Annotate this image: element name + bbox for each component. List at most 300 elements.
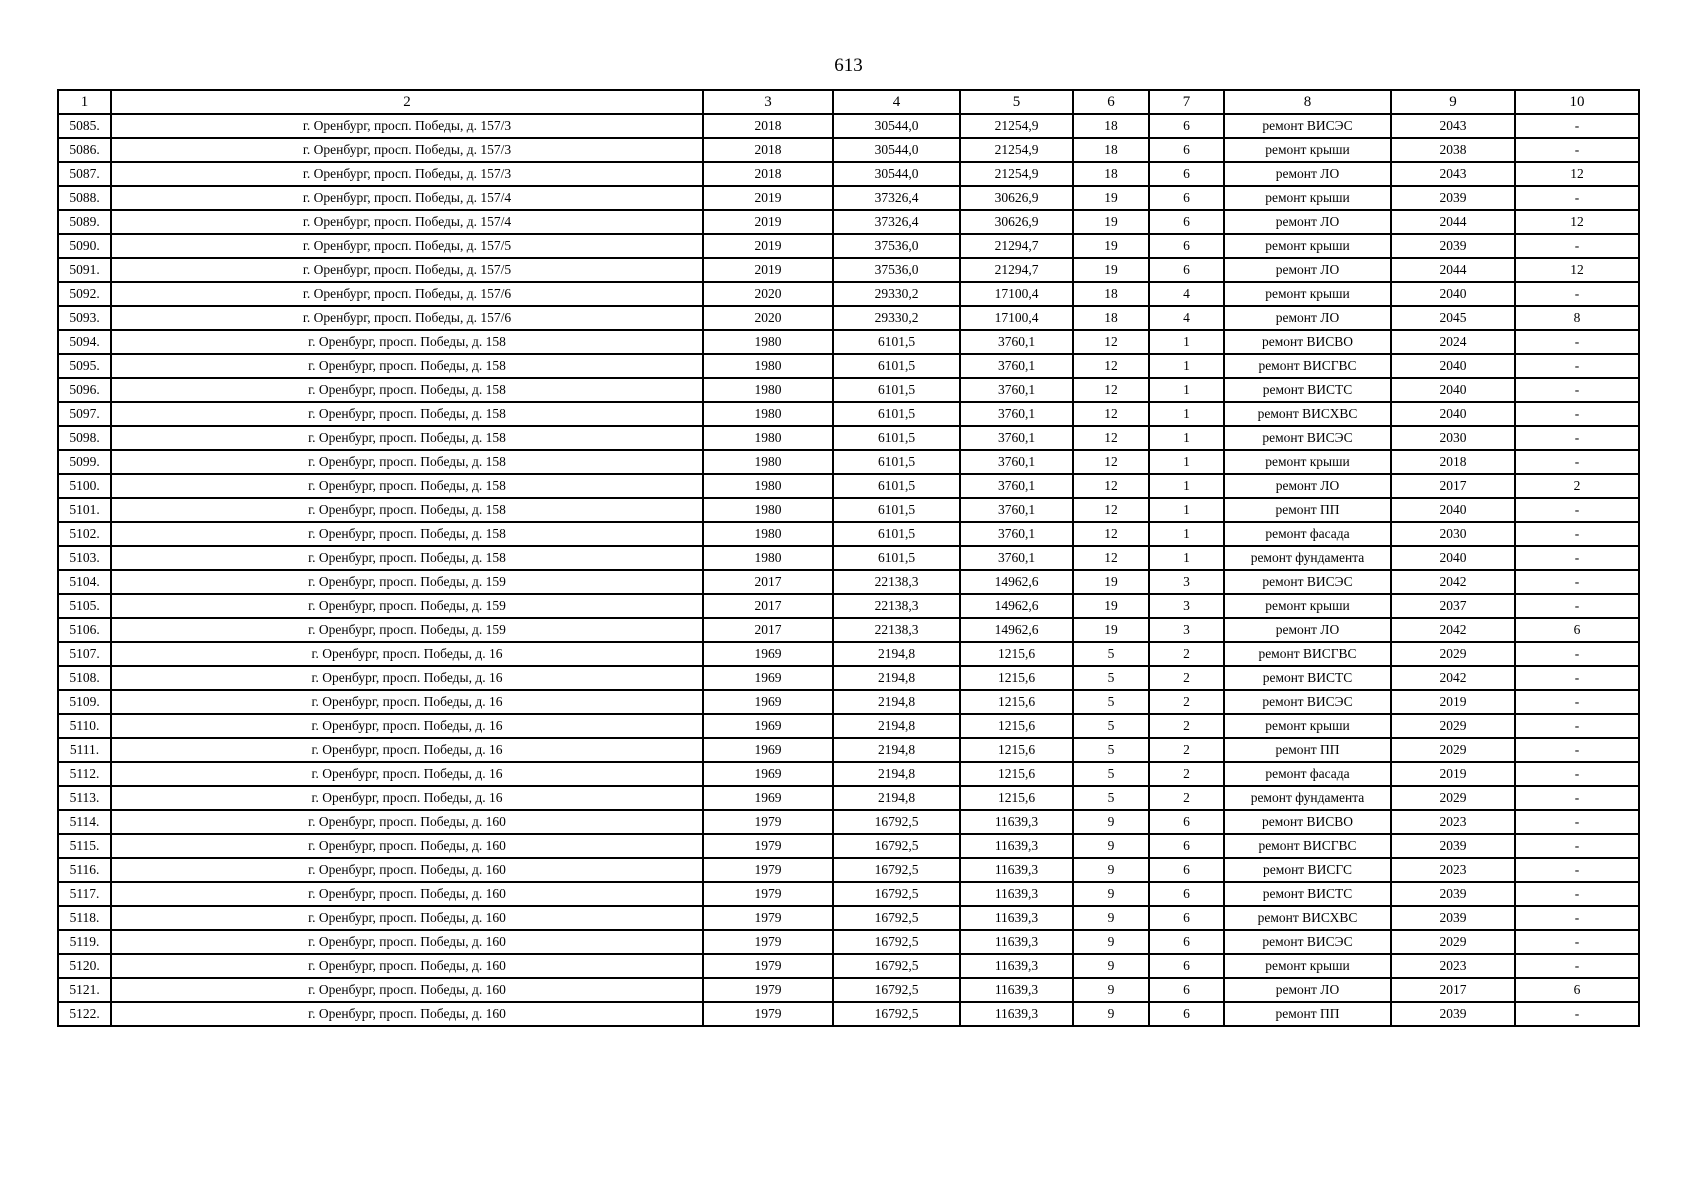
floors-cell: 12 <box>1073 474 1149 498</box>
planned-year-cell: 2045 <box>1391 306 1515 330</box>
floors-cell: 19 <box>1073 570 1149 594</box>
norm-cell: - <box>1515 114 1639 138</box>
address-cell: г. Оренбург, просп. Победы, д. 157/5 <box>111 234 703 258</box>
living-area-cell: 1215,6 <box>960 666 1073 690</box>
table-row <box>58 810 1639 834</box>
year-cell: 1980 <box>703 378 833 402</box>
work-type-cell: ремонт ВИСВО <box>1224 330 1391 354</box>
year-cell: 1969 <box>703 738 833 762</box>
planned-year-cell: 2043 <box>1391 114 1515 138</box>
column-header: 2 <box>111 90 703 114</box>
norm-cell: - <box>1515 810 1639 834</box>
address-cell: г. Оренбург, просп. Победы, д. 157/4 <box>111 210 703 234</box>
living-area-cell: 3760,1 <box>960 522 1073 546</box>
norm-cell: - <box>1515 450 1639 474</box>
column-header: 1 <box>58 90 111 114</box>
total-area-cell: 16792,5 <box>833 930 960 954</box>
table-row <box>58 114 1639 138</box>
table-row <box>58 906 1639 930</box>
total-area-cell: 16792,5 <box>833 978 960 1002</box>
entrances-cell: 6 <box>1149 858 1224 882</box>
year-cell: 2018 <box>703 162 833 186</box>
living-area-cell: 3760,1 <box>960 402 1073 426</box>
norm-cell: 8 <box>1515 306 1639 330</box>
table-row <box>58 858 1639 882</box>
table-row <box>58 666 1639 690</box>
table-row <box>58 354 1639 378</box>
floors-cell: 5 <box>1073 642 1149 666</box>
planned-year-cell: 2029 <box>1391 714 1515 738</box>
entrances-cell: 1 <box>1149 402 1224 426</box>
table-row <box>58 234 1639 258</box>
row-number-cell: 5101. <box>58 498 111 522</box>
table-row <box>58 930 1639 954</box>
planned-year-cell: 2029 <box>1391 642 1515 666</box>
planned-year-cell: 2023 <box>1391 810 1515 834</box>
table-header <box>58 90 1639 114</box>
floors-cell: 12 <box>1073 498 1149 522</box>
address-cell: г. Оренбург, просп. Победы, д. 159 <box>111 618 703 642</box>
norm-cell: - <box>1515 930 1639 954</box>
floors-cell: 19 <box>1073 618 1149 642</box>
address-cell: г. Оренбург, просп. Победы, д. 160 <box>111 906 703 930</box>
year-cell: 2020 <box>703 306 833 330</box>
floors-cell: 9 <box>1073 978 1149 1002</box>
work-type-cell: ремонт ВИСТС <box>1224 882 1391 906</box>
planned-year-cell: 2039 <box>1391 1002 1515 1026</box>
year-cell: 1979 <box>703 834 833 858</box>
norm-cell: - <box>1515 1002 1639 1026</box>
row-number-cell: 5108. <box>58 666 111 690</box>
work-type-cell: ремонт ВИСЭС <box>1224 690 1391 714</box>
total-area-cell: 2194,8 <box>833 642 960 666</box>
row-number-cell: 5092. <box>58 282 111 306</box>
address-cell: г. Оренбург, просп. Победы, д. 16 <box>111 690 703 714</box>
table-row <box>58 594 1639 618</box>
row-number-cell: 5117. <box>58 882 111 906</box>
norm-cell: - <box>1515 858 1639 882</box>
address-cell: г. Оренбург, просп. Победы, д. 157/5 <box>111 258 703 282</box>
floors-cell: 18 <box>1073 114 1149 138</box>
planned-year-cell: 2024 <box>1391 330 1515 354</box>
work-type-cell: ремонт ЛО <box>1224 210 1391 234</box>
table-row <box>58 258 1639 282</box>
address-cell: г. Оренбург, просп. Победы, д. 158 <box>111 402 703 426</box>
row-number-cell: 5095. <box>58 354 111 378</box>
column-header: 5 <box>960 90 1073 114</box>
entrances-cell: 2 <box>1149 690 1224 714</box>
table-row <box>58 714 1639 738</box>
norm-cell: - <box>1515 498 1639 522</box>
year-cell: 1979 <box>703 930 833 954</box>
work-type-cell: ремонт ВИСГВС <box>1224 834 1391 858</box>
living-area-cell: 21294,7 <box>960 234 1073 258</box>
floors-cell: 19 <box>1073 234 1149 258</box>
total-area-cell: 22138,3 <box>833 570 960 594</box>
row-number-cell: 5102. <box>58 522 111 546</box>
row-number-cell: 5100. <box>58 474 111 498</box>
living-area-cell: 3760,1 <box>960 546 1073 570</box>
entrances-cell: 6 <box>1149 978 1224 1002</box>
total-area-cell: 6101,5 <box>833 378 960 402</box>
total-area-cell: 22138,3 <box>833 618 960 642</box>
total-area-cell: 2194,8 <box>833 690 960 714</box>
work-type-cell: ремонт фундамента <box>1224 546 1391 570</box>
norm-cell: 12 <box>1515 210 1639 234</box>
year-cell: 1980 <box>703 402 833 426</box>
planned-year-cell: 2042 <box>1391 666 1515 690</box>
living-area-cell: 11639,3 <box>960 978 1073 1002</box>
year-cell: 1979 <box>703 978 833 1002</box>
floors-cell: 9 <box>1073 930 1149 954</box>
table-row <box>58 882 1639 906</box>
entrances-cell: 6 <box>1149 810 1224 834</box>
table-row <box>58 282 1639 306</box>
address-cell: г. Оренбург, просп. Победы, д. 158 <box>111 450 703 474</box>
floors-cell: 12 <box>1073 546 1149 570</box>
work-type-cell: ремонт ВИСЭС <box>1224 426 1391 450</box>
address-cell: г. Оренбург, просп. Победы, д. 158 <box>111 378 703 402</box>
floors-cell: 12 <box>1073 402 1149 426</box>
living-area-cell: 1215,6 <box>960 714 1073 738</box>
planned-year-cell: 2040 <box>1391 354 1515 378</box>
norm-cell: - <box>1515 570 1639 594</box>
work-type-cell: ремонт крыши <box>1224 954 1391 978</box>
living-area-cell: 11639,3 <box>960 1002 1073 1026</box>
norm-cell: - <box>1515 378 1639 402</box>
floors-cell: 19 <box>1073 258 1149 282</box>
work-type-cell: ремонт ВИСГВС <box>1224 642 1391 666</box>
row-number-cell: 5107. <box>58 642 111 666</box>
work-type-cell: ремонт крыши <box>1224 594 1391 618</box>
year-cell: 2017 <box>703 618 833 642</box>
norm-cell: - <box>1515 882 1639 906</box>
table-row <box>58 186 1639 210</box>
row-number-cell: 5111. <box>58 738 111 762</box>
address-cell: г. Оренбург, просп. Победы, д. 159 <box>111 594 703 618</box>
living-area-cell: 11639,3 <box>960 858 1073 882</box>
address-cell: г. Оренбург, просп. Победы, д. 157/3 <box>111 162 703 186</box>
address-cell: г. Оренбург, просп. Победы, д. 16 <box>111 666 703 690</box>
norm-cell: 6 <box>1515 618 1639 642</box>
table-row <box>58 954 1639 978</box>
total-area-cell: 37536,0 <box>833 234 960 258</box>
table-row <box>58 378 1639 402</box>
row-number-cell: 5088. <box>58 186 111 210</box>
address-cell: г. Оренбург, просп. Победы, д. 160 <box>111 978 703 1002</box>
address-cell: г. Оренбург, просп. Победы, д. 16 <box>111 762 703 786</box>
norm-cell: - <box>1515 546 1639 570</box>
planned-year-cell: 2029 <box>1391 786 1515 810</box>
norm-cell: - <box>1515 762 1639 786</box>
living-area-cell: 1215,6 <box>960 642 1073 666</box>
column-header: 4 <box>833 90 960 114</box>
table-row <box>58 138 1639 162</box>
floors-cell: 5 <box>1073 786 1149 810</box>
total-area-cell: 37536,0 <box>833 258 960 282</box>
entrances-cell: 2 <box>1149 714 1224 738</box>
norm-cell: - <box>1515 786 1639 810</box>
norm-cell: - <box>1515 402 1639 426</box>
row-number-cell: 5097. <box>58 402 111 426</box>
living-area-cell: 30626,9 <box>960 186 1073 210</box>
entrances-cell: 2 <box>1149 666 1224 690</box>
planned-year-cell: 2029 <box>1391 738 1515 762</box>
row-number-cell: 5119. <box>58 930 111 954</box>
living-area-cell: 3760,1 <box>960 426 1073 450</box>
living-area-cell: 14962,6 <box>960 570 1073 594</box>
address-cell: г. Оренбург, просп. Победы, д. 160 <box>111 810 703 834</box>
living-area-cell: 17100,4 <box>960 306 1073 330</box>
year-cell: 1969 <box>703 690 833 714</box>
floors-cell: 19 <box>1073 186 1149 210</box>
column-header: 10 <box>1515 90 1639 114</box>
address-cell: г. Оренбург, просп. Победы, д. 158 <box>111 522 703 546</box>
address-cell: г. Оренбург, просп. Победы, д. 157/3 <box>111 114 703 138</box>
norm-cell: - <box>1515 522 1639 546</box>
planned-year-cell: 2043 <box>1391 162 1515 186</box>
entrances-cell: 2 <box>1149 738 1224 762</box>
norm-cell: - <box>1515 690 1639 714</box>
address-cell: г. Оренбург, просп. Победы, д. 157/6 <box>111 306 703 330</box>
row-number-cell: 5112. <box>58 762 111 786</box>
entrances-cell: 4 <box>1149 306 1224 330</box>
column-header: 6 <box>1073 90 1149 114</box>
table-row <box>58 426 1639 450</box>
work-type-cell: ремонт крыши <box>1224 282 1391 306</box>
floors-cell: 9 <box>1073 882 1149 906</box>
address-cell: г. Оренбург, просп. Победы, д. 158 <box>111 354 703 378</box>
planned-year-cell: 2019 <box>1391 762 1515 786</box>
work-type-cell: ремонт ВИСЭС <box>1224 930 1391 954</box>
planned-year-cell: 2039 <box>1391 186 1515 210</box>
floors-cell: 5 <box>1073 762 1149 786</box>
row-number-cell: 5087. <box>58 162 111 186</box>
entrances-cell: 1 <box>1149 426 1224 450</box>
address-cell: г. Оренбург, просп. Победы, д. 158 <box>111 546 703 570</box>
entrances-cell: 1 <box>1149 330 1224 354</box>
living-area-cell: 11639,3 <box>960 834 1073 858</box>
norm-cell: - <box>1515 186 1639 210</box>
total-area-cell: 6101,5 <box>833 402 960 426</box>
address-cell: г. Оренбург, просп. Победы, д. 158 <box>111 498 703 522</box>
address-cell: г. Оренбург, просп. Победы, д. 158 <box>111 426 703 450</box>
total-area-cell: 6101,5 <box>833 522 960 546</box>
living-area-cell: 21254,9 <box>960 162 1073 186</box>
table-row <box>58 162 1639 186</box>
year-cell: 1979 <box>703 882 833 906</box>
row-number-cell: 5105. <box>58 594 111 618</box>
address-cell: г. Оренбург, просп. Победы, д. 158 <box>111 330 703 354</box>
total-area-cell: 2194,8 <box>833 762 960 786</box>
living-area-cell: 21294,7 <box>960 258 1073 282</box>
entrances-cell: 1 <box>1149 474 1224 498</box>
floors-cell: 12 <box>1073 330 1149 354</box>
planned-year-cell: 2023 <box>1391 954 1515 978</box>
work-type-cell: ремонт ВИСТС <box>1224 666 1391 690</box>
year-cell: 1980 <box>703 354 833 378</box>
norm-cell: - <box>1515 834 1639 858</box>
floors-cell: 12 <box>1073 426 1149 450</box>
planned-year-cell: 2018 <box>1391 450 1515 474</box>
living-area-cell: 11639,3 <box>960 882 1073 906</box>
year-cell: 1969 <box>703 666 833 690</box>
column-header: 3 <box>703 90 833 114</box>
work-type-cell: ремонт ПП <box>1224 498 1391 522</box>
planned-year-cell: 2039 <box>1391 834 1515 858</box>
address-cell: г. Оренбург, просп. Победы, д. 159 <box>111 570 703 594</box>
year-cell: 1969 <box>703 762 833 786</box>
table-row <box>58 330 1639 354</box>
address-cell: г. Оренбург, просп. Победы, д. 160 <box>111 954 703 978</box>
floors-cell: 5 <box>1073 690 1149 714</box>
entrances-cell: 6 <box>1149 882 1224 906</box>
total-area-cell: 16792,5 <box>833 882 960 906</box>
entrances-cell: 4 <box>1149 282 1224 306</box>
living-area-cell: 1215,6 <box>960 690 1073 714</box>
page-number: 613 <box>834 55 863 76</box>
living-area-cell: 3760,1 <box>960 498 1073 522</box>
planned-year-cell: 2038 <box>1391 138 1515 162</box>
norm-cell: 12 <box>1515 258 1639 282</box>
planned-year-cell: 2019 <box>1391 690 1515 714</box>
planned-year-cell: 2030 <box>1391 426 1515 450</box>
entrances-cell: 6 <box>1149 114 1224 138</box>
work-type-cell: ремонт ЛО <box>1224 258 1391 282</box>
header-row <box>58 90 1639 114</box>
row-number-cell: 5116. <box>58 858 111 882</box>
work-type-cell: ремонт фасада <box>1224 522 1391 546</box>
planned-year-cell: 2040 <box>1391 498 1515 522</box>
entrances-cell: 1 <box>1149 546 1224 570</box>
table-row <box>58 498 1639 522</box>
address-cell: г. Оренбург, просп. Победы, д. 160 <box>111 858 703 882</box>
year-cell: 2019 <box>703 210 833 234</box>
year-cell: 1979 <box>703 1002 833 1026</box>
living-area-cell: 1215,6 <box>960 738 1073 762</box>
planned-year-cell: 2040 <box>1391 282 1515 306</box>
address-cell: г. Оренбург, просп. Победы, д. 16 <box>111 786 703 810</box>
floors-cell: 12 <box>1073 450 1149 474</box>
table-row <box>58 762 1639 786</box>
floors-cell: 5 <box>1073 714 1149 738</box>
planned-year-cell: 2044 <box>1391 258 1515 282</box>
total-area-cell: 16792,5 <box>833 1002 960 1026</box>
year-cell: 1980 <box>703 498 833 522</box>
entrances-cell: 6 <box>1149 162 1224 186</box>
entrances-cell: 2 <box>1149 642 1224 666</box>
entrances-cell: 6 <box>1149 906 1224 930</box>
planned-year-cell: 2039 <box>1391 906 1515 930</box>
work-type-cell: ремонт ВИСВО <box>1224 810 1391 834</box>
row-number-cell: 5096. <box>58 378 111 402</box>
living-area-cell: 3760,1 <box>960 474 1073 498</box>
row-number-cell: 5094. <box>58 330 111 354</box>
planned-year-cell: 2042 <box>1391 570 1515 594</box>
norm-cell: 2 <box>1515 474 1639 498</box>
work-type-cell: ремонт крыши <box>1224 138 1391 162</box>
floors-cell: 9 <box>1073 1002 1149 1026</box>
planned-year-cell: 2017 <box>1391 978 1515 1002</box>
address-cell: г. Оренбург, просп. Победы, д. 157/4 <box>111 186 703 210</box>
column-header: 9 <box>1391 90 1515 114</box>
row-number-cell: 5109. <box>58 690 111 714</box>
table-body <box>58 114 1639 1026</box>
living-area-cell: 14962,6 <box>960 618 1073 642</box>
address-cell: г. Оренбург, просп. Победы, д. 160 <box>111 1002 703 1026</box>
floors-cell: 9 <box>1073 906 1149 930</box>
planned-year-cell: 2040 <box>1391 546 1515 570</box>
column-header: 7 <box>1149 90 1224 114</box>
row-number-cell: 5120. <box>58 954 111 978</box>
year-cell: 1980 <box>703 450 833 474</box>
floors-cell: 18 <box>1073 138 1149 162</box>
living-area-cell: 3760,1 <box>960 378 1073 402</box>
row-number-cell: 5103. <box>58 546 111 570</box>
total-area-cell: 16792,5 <box>833 810 960 834</box>
entrances-cell: 3 <box>1149 618 1224 642</box>
work-type-cell: ремонт фасада <box>1224 762 1391 786</box>
living-area-cell: 14962,6 <box>960 594 1073 618</box>
planned-year-cell: 2040 <box>1391 402 1515 426</box>
work-type-cell: ремонт ЛО <box>1224 474 1391 498</box>
total-area-cell: 2194,8 <box>833 714 960 738</box>
work-type-cell: ремонт ВИСЭС <box>1224 570 1391 594</box>
year-cell: 1980 <box>703 330 833 354</box>
table-row <box>58 210 1639 234</box>
year-cell: 2019 <box>703 234 833 258</box>
total-area-cell: 6101,5 <box>833 498 960 522</box>
total-area-cell: 6101,5 <box>833 546 960 570</box>
planned-year-cell: 2029 <box>1391 930 1515 954</box>
floors-cell: 12 <box>1073 522 1149 546</box>
planned-year-cell: 2039 <box>1391 882 1515 906</box>
total-area-cell: 22138,3 <box>833 594 960 618</box>
total-area-cell: 16792,5 <box>833 834 960 858</box>
table-row <box>58 738 1639 762</box>
year-cell: 2019 <box>703 258 833 282</box>
norm-cell: - <box>1515 330 1639 354</box>
total-area-cell: 6101,5 <box>833 450 960 474</box>
floors-cell: 9 <box>1073 858 1149 882</box>
living-area-cell: 1215,6 <box>960 786 1073 810</box>
address-cell: г. Оренбург, просп. Победы, д. 157/6 <box>111 282 703 306</box>
entrances-cell: 3 <box>1149 570 1224 594</box>
total-area-cell: 6101,5 <box>833 354 960 378</box>
planned-year-cell: 2040 <box>1391 378 1515 402</box>
year-cell: 1980 <box>703 474 833 498</box>
work-type-cell: ремонт ЛО <box>1224 618 1391 642</box>
work-type-cell: ремонт ВИСХВС <box>1224 402 1391 426</box>
total-area-cell: 30544,0 <box>833 162 960 186</box>
entrances-cell: 1 <box>1149 522 1224 546</box>
table-row <box>58 642 1639 666</box>
year-cell: 2019 <box>703 186 833 210</box>
entrances-cell: 6 <box>1149 834 1224 858</box>
floors-cell: 18 <box>1073 282 1149 306</box>
floors-cell: 9 <box>1073 954 1149 978</box>
entrances-cell: 6 <box>1149 210 1224 234</box>
work-type-cell: ремонт крыши <box>1224 714 1391 738</box>
row-number-cell: 5086. <box>58 138 111 162</box>
entrances-cell: 1 <box>1149 378 1224 402</box>
address-cell: г. Оренбург, просп. Победы, д. 16 <box>111 738 703 762</box>
living-area-cell: 21254,9 <box>960 138 1073 162</box>
year-cell: 1980 <box>703 426 833 450</box>
living-area-cell: 11639,3 <box>960 930 1073 954</box>
floors-cell: 18 <box>1073 306 1149 330</box>
row-number-cell: 5093. <box>58 306 111 330</box>
